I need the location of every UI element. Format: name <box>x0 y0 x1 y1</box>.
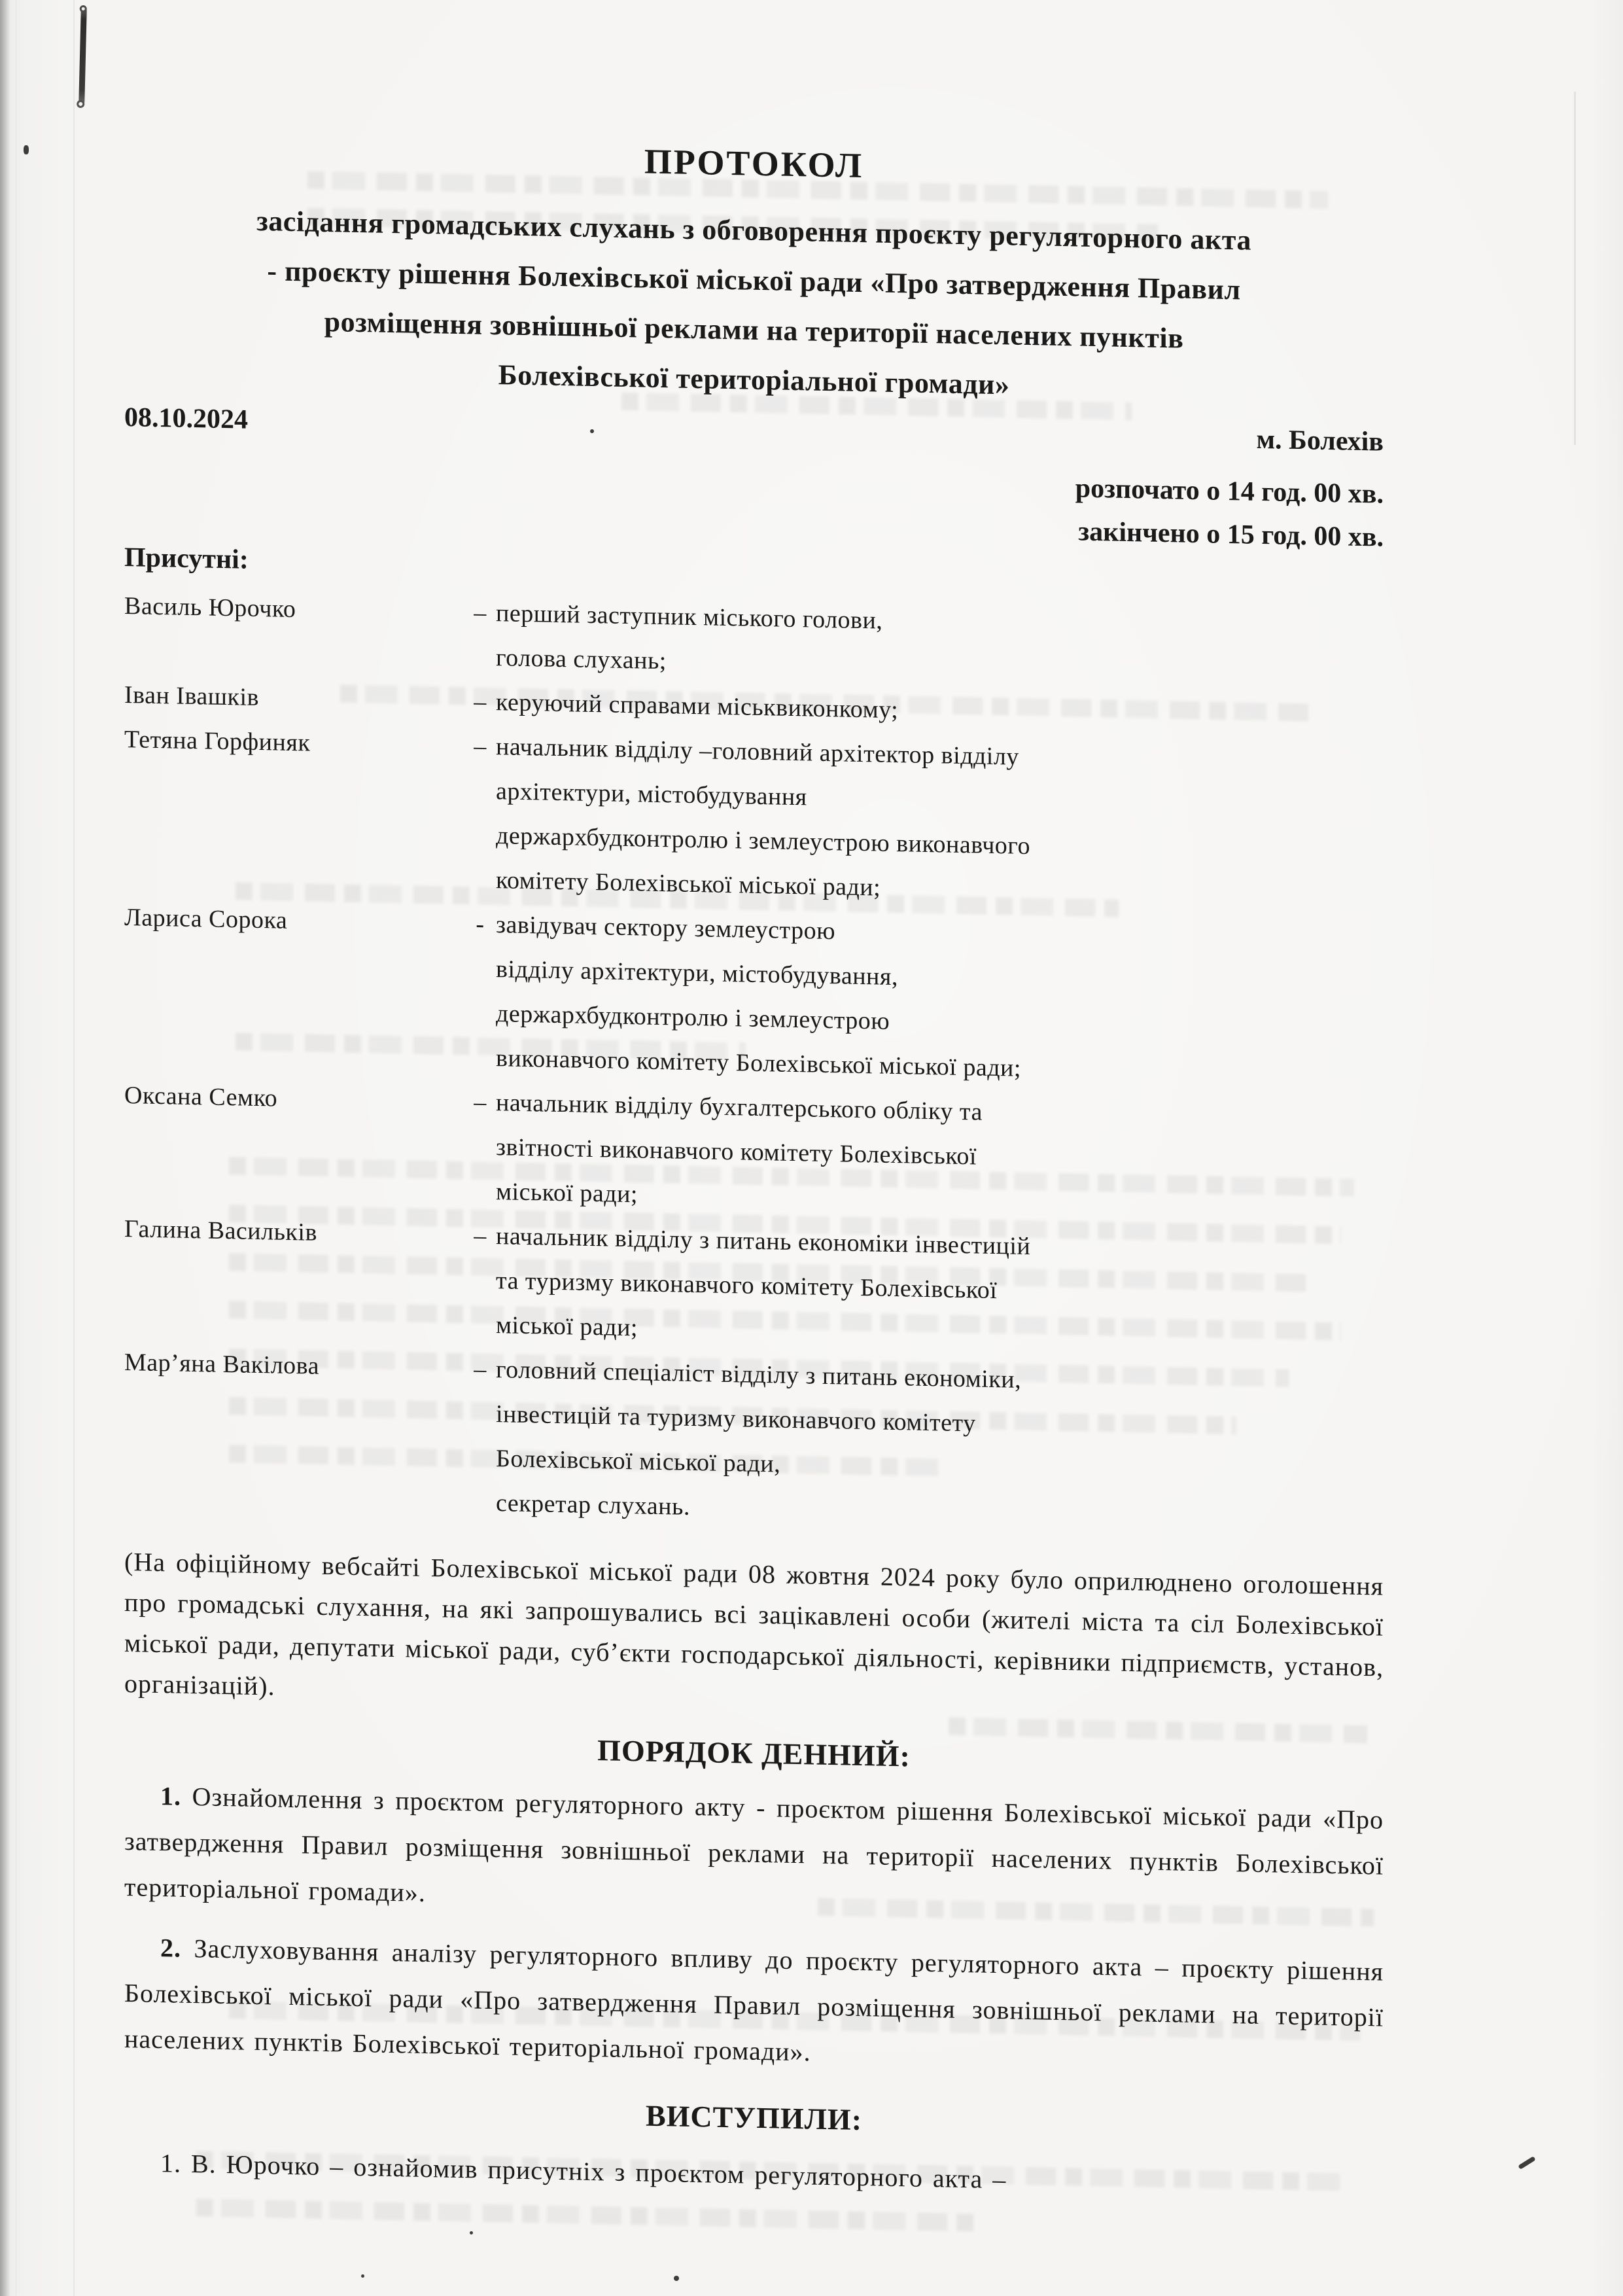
attendee-role-line: міської ради; <box>496 1311 638 1342</box>
present-label: Присутні: <box>124 542 249 575</box>
attendee-dash: – <box>474 599 487 627</box>
attendee-role-line: головний спеціаліст відділу з питань економіки, <box>496 1356 1022 1394</box>
subtitle-line: - проєкту рішення Болехівської міської ради «Про затвердження Правил <box>267 255 1241 306</box>
document-subtitle <box>124 194 1384 417</box>
speech-number: 1. <box>160 2148 181 2178</box>
agenda-heading: ПОРЯДОК ДЕННИЙ: <box>597 1733 911 1773</box>
attendee-name: Оксана Семко <box>124 1082 278 1112</box>
attendee-role-line: архітектури, містобудування <box>496 777 807 811</box>
attendee-role-line: держархбудконтролю і землеустрою виконавчого <box>496 822 1030 860</box>
attendee-dash: – <box>474 688 487 716</box>
attendee-role-line: та туризму виконавчого комітету Болехівської <box>496 1267 998 1305</box>
attendee-row <box>124 717 1384 920</box>
attendee-role <box>496 591 1384 698</box>
attendee-name: Галина Васильків <box>124 1215 317 1246</box>
attendee-row <box>124 1340 1384 1543</box>
attendee-role-line: начальник відділу бухгалтерського обліку та <box>496 1089 983 1126</box>
attendee-dash: – <box>474 1355 487 1383</box>
subtitle-line: Болехівської територіальної громади» <box>498 359 1010 401</box>
speakers-heading: ВИСТУПИЛИ: <box>645 2098 863 2137</box>
attendee-role-line: комітету Болехівської міської ради; <box>496 866 881 902</box>
agenda-item <box>124 1924 1384 2087</box>
time-ended: закінчено о 15 год. 00 хв. <box>1078 516 1384 553</box>
agenda-item-text: Заслуховування аналізу регуляторного впливу до проєкту регуляторного акта – проєкту рішення Болехівської міської ради «Про затвердження Правил розміщення зовнішньої реклами на території населених пунктів Болехівської територіальної громади». <box>124 1934 1384 2067</box>
attendee-dash: – <box>474 1088 487 1116</box>
attendee-role <box>496 1214 1384 1365</box>
doc-date: 08.10.2024 <box>124 402 248 435</box>
attendee-role-line: начальник відділу з питань економіки інвестицій <box>496 1222 1031 1261</box>
bleedthrough-band <box>196 2199 981 2231</box>
attendee-name: Мар’яна Вакілова <box>124 1349 319 1380</box>
attendee-role-line: міської ради; <box>496 1178 638 1209</box>
attendee-role-line: керуючий справами міськвиконкому; <box>496 688 899 724</box>
attendee-name: Іван Івашків <box>124 681 259 712</box>
attendee-list <box>124 584 1384 1543</box>
attendee-role <box>496 902 1384 1098</box>
speech-text: В. Юрочко – ознайомив присутніх з проєктом регуляторного акта – <box>191 2148 1007 2195</box>
attendee-row <box>124 1207 1384 1365</box>
subtitle-line: розміщення зовнішньої реклами на території населених пунктів <box>324 305 1184 355</box>
attendee-role-line: начальник відділу –головний архітектор відділу <box>496 733 1019 771</box>
attendee-role-line: держархбудконтролю і землеустрою <box>496 1000 890 1035</box>
attendee-role-line: звітності виконавчого комітету Болехівської <box>496 1133 977 1171</box>
attendee-row <box>124 1073 1384 1231</box>
document-title: ПРОТОКОЛ <box>644 141 864 186</box>
doc-place: м. Болехів <box>1256 424 1384 457</box>
attendee-role-line: інвестицій та туризму виконавчого комітету <box>496 1400 976 1438</box>
attendee-name: Тетяна Горфиняк <box>124 726 311 757</box>
agenda-item-number: 2. <box>160 1933 181 1963</box>
agenda-item <box>124 1773 1384 1935</box>
announcement-paragraph: (На офіційному вебсайті Болехівської міської ради 08 жовтня 2024 року було оприлюднено оголошення про громадські слухання, на які запрошувались всі зацікавлені особи (жителі міста та сіл Болехівської міської ради, депутати міської ради, суб’єкти господарської діяльності, керівники підприємств, установ, організацій). <box>124 1547 1384 1701</box>
attendee-role <box>496 724 1384 920</box>
attendee-name: Василь Юрочко <box>124 592 296 624</box>
attendee-row <box>124 895 1384 1098</box>
subtitle-line: засідання громадських слухань з обговорення проєкту регуляторного акта <box>256 204 1251 256</box>
attendee-role-line: перший заступник міського голови, <box>496 599 883 635</box>
attendee-dash: - <box>476 910 485 938</box>
agenda-item-text: Ознайомлення з проєктом регуляторного акту - проєктом рішення Болехівської міської ради «Про затвердження Правил розміщення зовнішньої реклами на території населених пунктів Болехівської територіальної громади». <box>124 1782 1384 1908</box>
attendee-dash: – <box>474 732 487 760</box>
speech-item <box>124 2140 1384 2210</box>
attendee-dash: – <box>474 1222 487 1250</box>
attendee-name: Лариса Сорока <box>124 904 288 934</box>
attendee-role <box>496 1080 1384 1231</box>
attendee-role-line: відділу архітектури, містобудування, <box>496 955 898 991</box>
attendee-role-line: секретар слухань. <box>496 1489 690 1521</box>
attendee-role <box>496 1347 1384 1543</box>
attendee-role-line: виконавчого комітету Болехівської міської ради; <box>496 1044 1021 1082</box>
agenda-item-number: 1. <box>160 1781 181 1811</box>
time-started: розпочато о 14 год. 00 хв. <box>1075 473 1384 510</box>
attendee-role-line: Болехівської міської ради, <box>496 1445 781 1478</box>
attendee-role-line: завідувач сектору землеустрою <box>496 911 836 945</box>
attendee-role-line: голова слухань; <box>496 644 667 675</box>
